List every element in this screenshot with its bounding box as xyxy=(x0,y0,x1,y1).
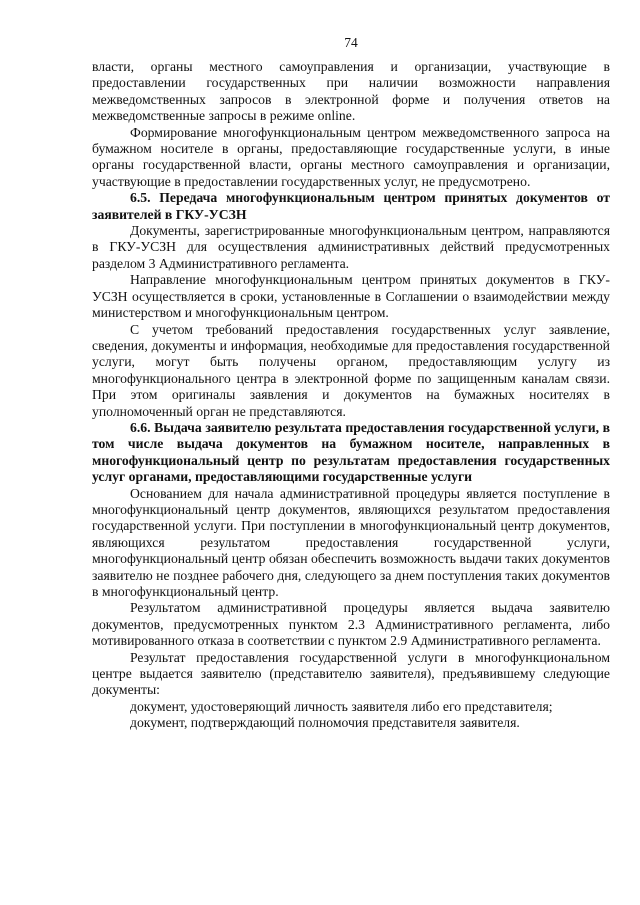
list-item: документ, подтверждающий полномочия представителя заявителя. xyxy=(130,715,520,731)
section-heading-6-5: 6.5. Передача многофункциональным центром принятых документов от заявителей в ГКУ-УСЗН xyxy=(92,190,610,222)
required-documents-list xyxy=(92,699,610,732)
paragraph-document-transfer: Направление многофункциональным центром принятых документов в ГКУ-УСЗН осуществляется в сроки, установленные в Соглашении о взаимодействии между министерством и многофункциональным центром. xyxy=(92,272,610,321)
paragraph-result-issuance: Результат предоставления государственной услуги в многофункциональном центре выдается заявителю (представителю заявителя), предъявившему следующие документы: xyxy=(92,649,610,698)
paragraph-continuation: власти, органы местного самоуправления и организации, участвующие в предоставлении государственных при наличии возможности направления межведомственных запросов в электронной форме и получения ответов на межведомственные запросы в режиме online. xyxy=(92,59,610,124)
paragraph-procedure-basis: Основанием для начала административной процедуры является поступление в многофункциональный центр документов, являющихся результатом предоставления государственной услуги. При поступлении в многофункциональный центр документов, являющихся результатом предоставления государственной услуги, многофункциональный центр обязан обеспечить возможность выдачи таких документов заявителю не позднее рабочего дня, следующего за днем поступления таких документов в многофункциональный центр. xyxy=(92,485,610,599)
paragraph-procedure-result: Результатом административной процедуры является выдача заявителю документов, предусмотренных пунктом 2.3 Административного регламента, либо мотивированного отказа в соответствии с пунктом 2.9 Административного регламента. xyxy=(92,600,610,649)
list-item: документ, удостоверяющий личность заявителя либо его представителя; xyxy=(130,698,553,714)
paragraph-electronic-channels: С учетом требований предоставления государственных услуг заявление, сведения, документы и информация, необходимые для предоставления государственной услуги, могут быть получены органом, предоставляющим услугу из многофункционального центра в электронной форме по защищенным каналам связи. При этом оригиналы заявления и документов на бумажных носителях в уполномоченный орган не представляются. xyxy=(92,321,610,419)
page-number: 74 xyxy=(344,35,358,50)
paragraph-registered-documents: Документы, зарегистрированные многофункциональным центром, направляются в ГКУ-УСЗН для осуществления административных действий предусмотренных разделом 3 Административного регламента. xyxy=(92,223,610,271)
paragraph-request-formation: Формирование многофункциональным центром межведомственного запроса на бумажном носителе в органы, предоставляющие государственные услуги, в иные органы государственной власти, органы местного самоуправления и организации, участвующие в предоставлении государственных услуг, не предусмотрено. xyxy=(92,124,610,189)
section-heading-6-6: 6.6. Выдача заявителю результата предоставления государственной услуги, в том числе выдача документов на бумажном носителе, направленных в многофункциональный центр по результатам предоставления государственных услуг органами, предоставляющими государственные услуги xyxy=(92,419,610,485)
document-page xyxy=(92,34,610,732)
